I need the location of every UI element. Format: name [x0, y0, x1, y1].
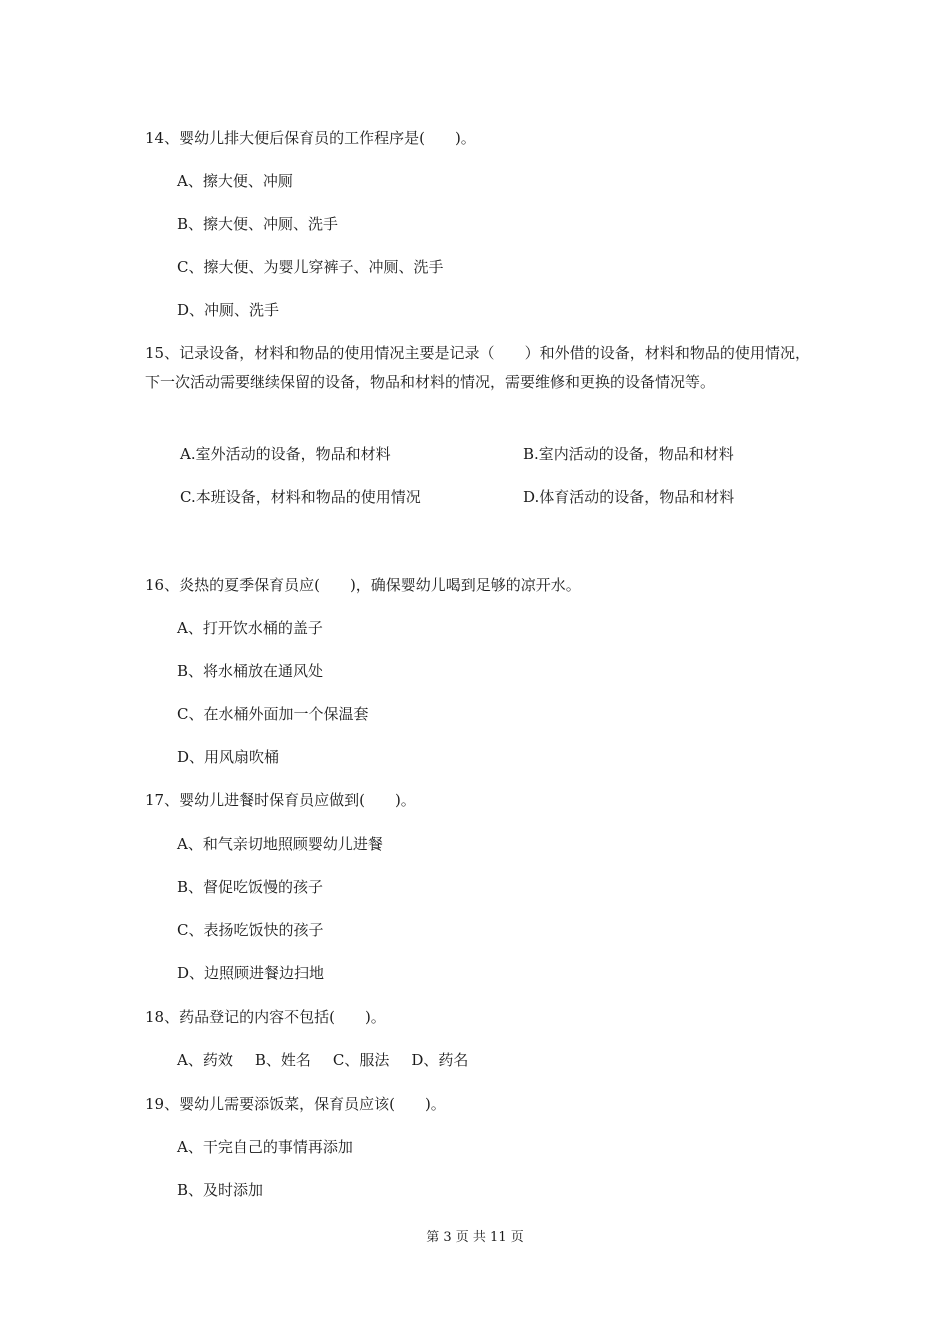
page-number-footer: 第 3 页 共 11 页	[426, 1230, 524, 1245]
question-16-option-d: D、用风扇吹桶	[177, 748, 280, 766]
question-16-stem: 16、炎热的夏季保育员应( )，确保婴幼儿喝到足够的凉开水。	[145, 576, 581, 594]
question-18-option-a: A、药效	[177, 1051, 233, 1069]
question-14-option-b: B、擦大便、冲厕、洗手	[177, 215, 339, 233]
question-16-option-c: C、在水桶外面加一个保温套	[177, 705, 369, 723]
question-18-options	[177, 1050, 490, 1070]
question-14-option-a: A、擦大便、冲厕	[177, 172, 293, 190]
question-18-option-d: D、药名	[411, 1051, 469, 1069]
question-15-option-d: D.体育活动的设备，物品和材料	[523, 488, 735, 506]
question-17-option-c: C、表扬吃饭快的孩子	[177, 921, 324, 939]
question-15-option-c: C.本班设备，材料和物品的使用情况	[180, 488, 421, 506]
question-15-stem: 15、记录设备，材料和物品的使用情况主要是记录（ ）和外借的设备，材料和物品的使用情况，下一次活动需要继续保留的设备，物品和材料的情况，需要维修和更换的设备情况等。	[145, 344, 810, 391]
question-15-option-b: B.室内活动的设备，物品和材料	[523, 445, 734, 463]
question-17-option-b: B、督促吃饭慢的孩子	[177, 878, 324, 896]
question-18-option-b: B、姓名	[254, 1051, 311, 1069]
question-14-option-c: C、擦大便、为婴儿穿裤子、冲厕、洗手	[177, 258, 444, 276]
question-16-option-a: A、打开饮水桶的盖子	[177, 619, 323, 637]
question-17-stem: 17、婴幼儿进餐时保育员应做到( )。	[145, 791, 416, 809]
question-15-option-a: A.室外活动的设备，物品和材料	[180, 445, 391, 463]
question-19-option-a: A、干完自己的事情再添加	[177, 1138, 353, 1156]
question-17-option-a: A、和气亲切地照顾婴幼儿进餐	[177, 835, 383, 853]
question-19-stem: 19、婴幼儿需要添饭菜，保育员应该( )。	[145, 1095, 446, 1113]
question-17-option-d: D、边照顾进餐边扫地	[177, 964, 325, 982]
question-16-option-b: B、将水桶放在通风处	[177, 662, 324, 680]
question-19-option-b: B、及时添加	[177, 1181, 264, 1199]
question-14-stem: 14、婴幼儿排大便后保育员的工作程序是( )。	[145, 129, 476, 147]
question-18-option-c: C、服法	[332, 1051, 390, 1069]
question-14-option-d: D、冲厕、洗手	[177, 301, 280, 319]
question-18-stem: 18、药品登记的内容不包括( )。	[145, 1008, 386, 1026]
